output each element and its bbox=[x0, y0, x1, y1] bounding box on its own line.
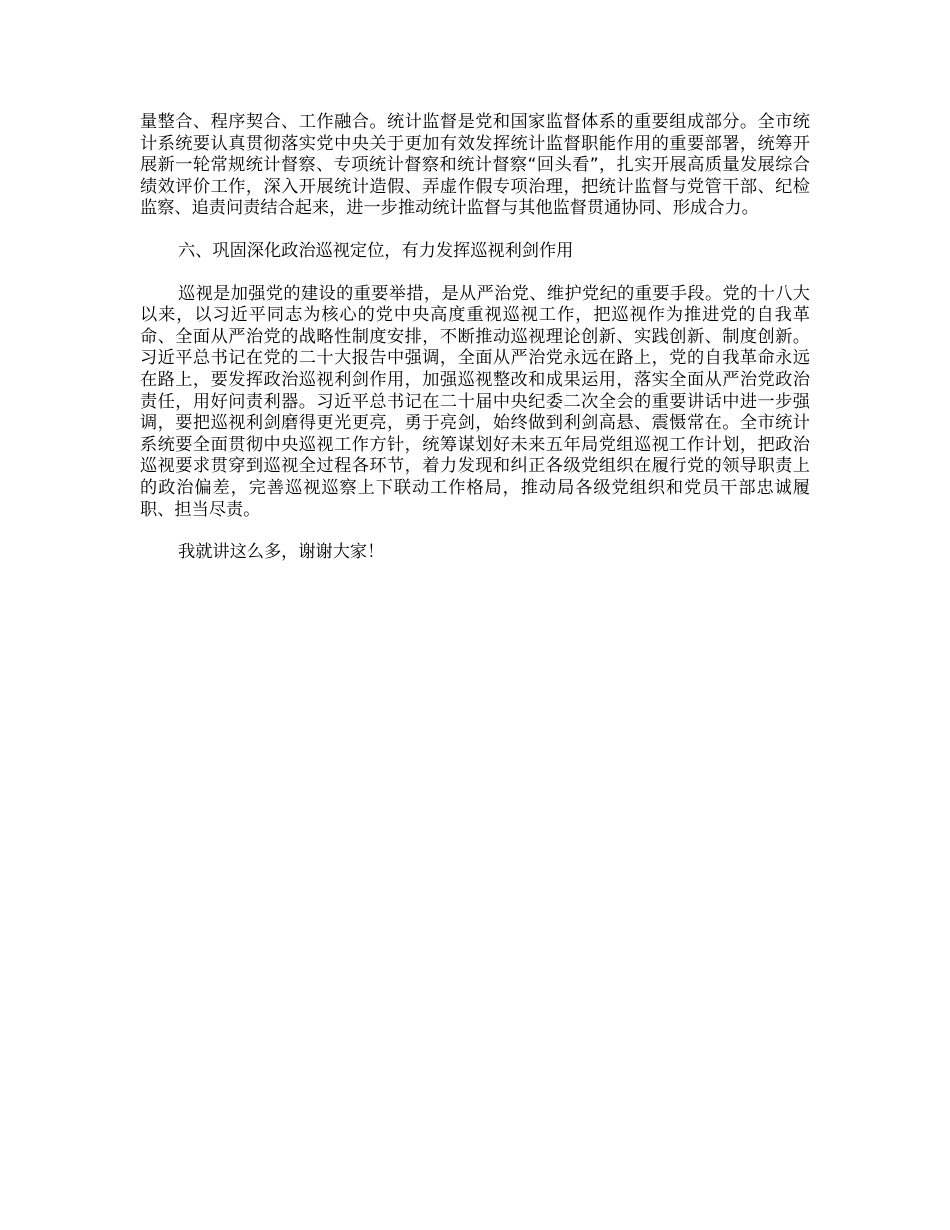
closing-remark: 我就讲这么多，谢谢大家！ bbox=[178, 542, 385, 563]
document-page bbox=[140, 112, 810, 564]
section-heading: 六、巩固深化政治巡视定位，有力发挥巡视利剑作用 bbox=[178, 240, 574, 261]
paragraph-inspection: 巡视是加强党的建设的重要举措，是从严治党、维护党纪的重要手段。党的十八大以来，以习近平同志为核心的党中央高度重视巡视工作，把巡视作为推进党的自我革命、全面从严治党的战略性制度安排，不断推动巡视理论创新、实践创新、制度创新。习近平总书记在党的二十大报告中强调，全面从严治党永远在路上，党的自我革命永远在路上，要发挥政治巡视利剑作用，加强巡视整改和成果运用，落实全面从严治党政治责任，用好问责利器。习近平总书记在二十届中央纪委二次全会的重要讲话中进一步强调，要把巡视利剑磨得更光更亮，勇于亮剑，始终做到利剑高悬、震慑常在。全市统计系统要全面贯彻中央巡视工作方针，统筹谋划好未来五年局党组巡视工作计划，把政治巡视要求贯穿到巡视全过程各环节，着力发现和纠正各级党组织在履行党的领导职责上的政治偏差，完善巡视巡察上下联动工作格局，推动局各级党组织和党员干部忠诚履职、担当尽责。 bbox=[140, 283, 810, 520]
paragraph-continuation: 量整合、程序契合、工作融合。统计监督是党和国家监督体系的重要组成部分。全市统计系统要认真贯彻落实党中央关于更加有效发挥统计监督职能作用的重要部署，统筹开展新一轮常规统计督察、专项统计督察和统计督察“回头看”，扎实开展高质量发展综合绩效评价工作，深入开展统计造假、弄虚作假专项治理，把统计监督与党管干部、纪检监察、追责问责结合起来，进一步推动统计监督与其他监督贯通协同、形成合力。 bbox=[140, 112, 810, 219]
